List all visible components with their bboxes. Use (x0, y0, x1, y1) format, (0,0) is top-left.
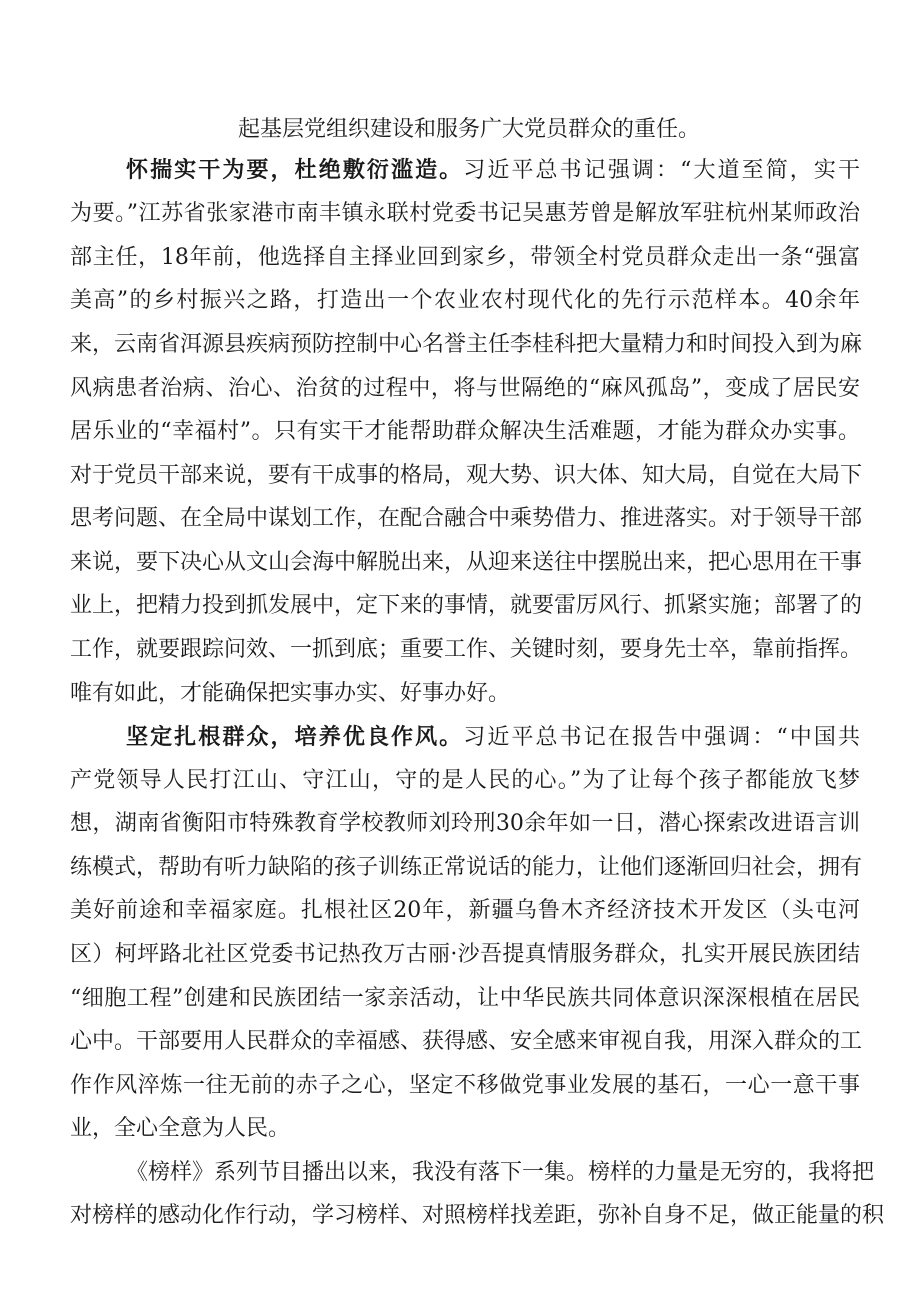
line-text: 为要。”江苏省张家港市南丰镇永联村党委书记吴惠芳曾是解放军驻杭州某师政治 (70, 201, 860, 226)
paragraph-line (70, 941, 860, 969)
line-text: 作作风淬炼一往无前的赤子之心，坚定不移做党事业发展的基石，一心一意干事 (70, 1073, 860, 1098)
line-text: 对于党员干部来说，要有干成事的格局，观大势、识大体、知大局，自觉在大局下 (70, 463, 863, 488)
line-text: 产党领导人民打江山、守江山，守的是人民的心。”为了让每个孩子都能放飞梦 (70, 768, 860, 793)
line-text: 工作，就要跟踪问效、一抓到底；重要工作、关键时刻，要身先士卒，靠前指挥。 (70, 637, 863, 662)
paragraph-line (70, 1028, 863, 1056)
line-text: 《榜样》系列节目播出以来，我没有落下一集。榜样的力量是无穷的，我将把 (126, 1160, 875, 1185)
line-text: 思考问题、在全局中谋划工作，在配合融合中乘势借力、推进落实。对于领导干部 (70, 506, 863, 531)
paragraph-line (70, 592, 863, 620)
paragraph-line (70, 418, 860, 446)
paragraph-line (70, 767, 860, 795)
paragraph-line (70, 1202, 885, 1230)
line-text: “细胞工程”创建和民族团结一家亲活动，让中华民族共同体意识深深根植在居民 (70, 986, 860, 1011)
line-text: 风病患者治病、治心、治贫的过程中，将与世隔绝的“麻风孤岛”，变成了居民安 (70, 376, 860, 401)
line-text: 美高”的乡村振兴之路，打造出一个农业农村现代化的先行示范样本。40余年 (70, 288, 860, 313)
paragraph-line (70, 1072, 860, 1100)
paragraph-line (70, 462, 863, 490)
line-text: 对榜样的感动化作行动，学习榜样、对照榜样找差距，弥补自身不足，做正能量的积 (70, 1203, 885, 1228)
paragraph-heading-line (126, 723, 860, 752)
line-text: 业上，把精力投到抓发展中，定下来的事情，就要雷厉风行、抓紧实施；部署了的 (70, 593, 863, 618)
paragraph-line (70, 505, 863, 533)
line-text: 居乐业的“幸福村”。只有实干才能帮助群众解决生活难题，才能为群众办实事。 (70, 419, 860, 444)
paragraph-line (70, 985, 860, 1013)
line-text: 部主任，18年前，他选择自主择业回到家乡，带领全村党员群众走出一条“强富 (70, 245, 860, 270)
paragraph-line (70, 854, 863, 882)
paragraph-heading: 怀揣实干为要，杜绝敷衍滥造。 (126, 157, 464, 183)
paragraph-line (238, 116, 700, 144)
paragraph-line (70, 549, 863, 577)
paragraph-line (70, 287, 860, 315)
paragraph-line (70, 244, 860, 272)
line-text: 来说，要下决心从文山会海中解脱出来，从迎来送往中摆脱出来，把心思用在干事 (70, 550, 863, 575)
line-text: 来，云南省洱源县疾病预防控制中心名誉主任李桂科把大量精力和时间投入到为麻 (70, 332, 863, 357)
line-text: 区）柯坪路北社区党委书记热孜万古丽·沙吾提真情服务群众，扎实开展民族团结 (70, 942, 860, 967)
line-text: 唯有如此，才能确保把实事办实、好事办好。 (70, 681, 511, 706)
paragraph-line (126, 1159, 875, 1187)
line-text: 心中。干部要用人民群众的幸福感、获得感、安全感来审视自我，用深入群众的工 (70, 1029, 863, 1054)
paragraph-line (70, 200, 860, 228)
paragraph-line (70, 331, 863, 359)
paragraph-line (70, 810, 860, 838)
paragraph-line (70, 636, 863, 664)
line-text: 习近平总书记强调：“大道至简，实干 (463, 158, 860, 183)
paragraph-line (70, 1115, 860, 1143)
line-text: 业，全心全意为人民。 (70, 1116, 291, 1141)
line-text: 起基层党组织建设和服务广大党员群众的重任。 (238, 117, 701, 142)
paragraph-line (70, 375, 860, 403)
line-text: 练模式，帮助有听力缺陷的孩子训练正常说话的能力，让他们逐渐回归社会，拥有 (70, 855, 863, 880)
paragraph-heading-line (126, 156, 860, 185)
paragraph-line (70, 680, 860, 708)
paragraph-heading: 坚定扎根群众，培养优良作风。 (126, 724, 464, 750)
line-text: 习近平总书记在报告中强调：“中国共 (463, 725, 860, 750)
paragraph-line (70, 897, 860, 925)
line-text: 美好前途和幸福家庭。扎根社区20年，新疆乌鲁木齐经济技术开发区（头屯河 (70, 898, 860, 923)
line-text: 想，湖南省衡阳市特殊教育学校教师刘玲刑30余年如一日，潜心探索改进语言训 (70, 811, 860, 836)
